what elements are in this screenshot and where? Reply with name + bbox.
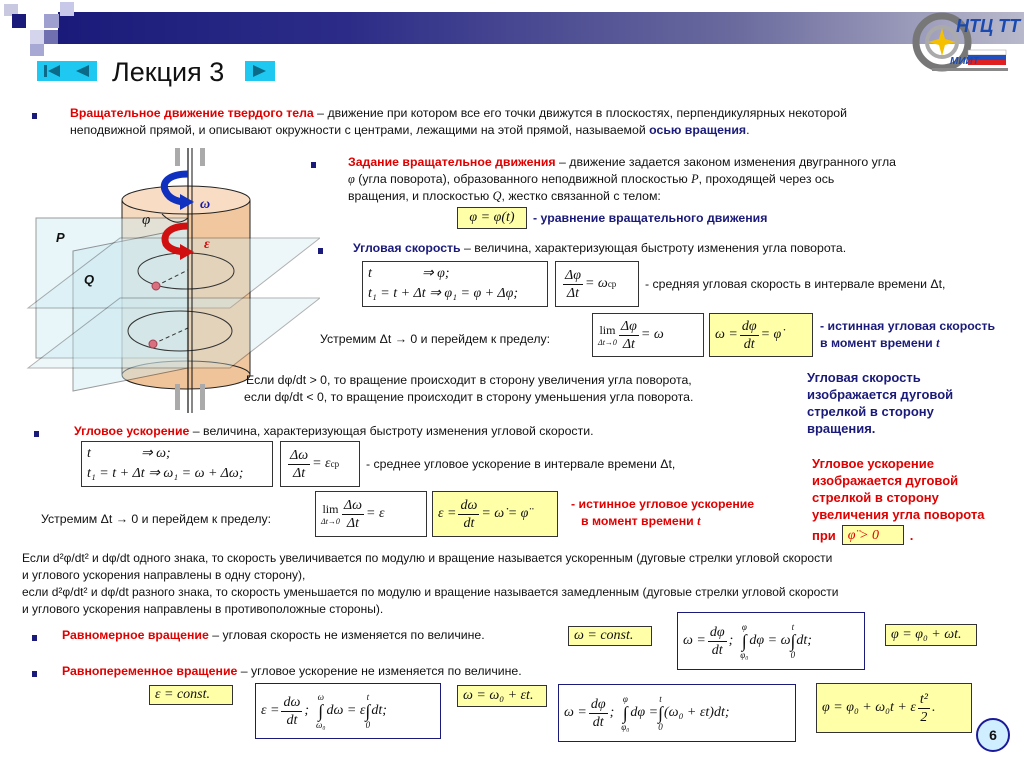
formula-rotation-law: φ = φ(t) xyxy=(457,207,527,229)
formula-accel-condition: φ̈ > 0 xyxy=(842,525,904,545)
formula-velocity-increment: t ⇒ φ; t₁ = t + Δt ⇒ φ₁ = φ + Δφ; xyxy=(362,261,548,307)
svg-text:P: P xyxy=(56,230,65,245)
header-decor-square xyxy=(44,14,59,28)
definition-paragraph: Задание вращательное движения – движение задается законом изменения двугранного угла φ (угла поворота), образованного неподвижной плоскостью P, проходящей через ось вращения, и плоскостью Q, жестко связанной с телом: xyxy=(348,155,897,203)
next-slide-button[interactable] xyxy=(245,61,275,81)
formula-acceleration-increment: t ⇒ ω; t₁ = t + Δt ⇒ ω₁ = ω + Δω; xyxy=(81,441,273,487)
header-decor-square xyxy=(44,30,58,44)
header-decor-square xyxy=(30,44,44,56)
header-gradient-bar xyxy=(58,12,1024,44)
page-title: Лекция 3 xyxy=(112,57,225,87)
svg-text:Q: Q xyxy=(84,272,95,287)
svg-text:НТЦ ТТ: НТЦ ТТ xyxy=(956,16,1021,36)
formula-omega-linear: ω = ω₀ + εt. xyxy=(457,685,547,707)
header-decor-square xyxy=(30,30,44,44)
arrow-right-icon xyxy=(250,64,270,78)
limit-intro: Устремим Δt → 0 и перейдем к пределу: xyxy=(41,512,272,526)
formula-variable-result: φ = φ₀ + ω₀t + ε $\frac{\text{t²}}{2}$ . xyxy=(816,683,972,733)
average-acceleration-caption: - среднее угловое ускорение в интервале времени Δt, xyxy=(366,457,676,471)
acceleration-sign-rules: Если d²φ/dt² и dφ/dt одного знака, то скорость увеличивается по модулю и вращение называется ускоренным (дуговые стрелки угловой скорости и углового ускорения направлены в одну сторону), если d²φ/dt² и dφ/dt разного знака, то скорость уменьшается по модулю и вращение называется замедленным (дуговые стрелки угловой скорости и углового ускорения направлены в противоположные стороны). xyxy=(22,551,839,616)
uniform-rotation-heading: Равномерное вращение – угловая скорость не изменяется по величине. xyxy=(62,628,485,642)
formula-average-acceleration: $\frac{\Delta\omega}{\Delta t}$ = ε ср xyxy=(280,441,360,487)
bullet-icon xyxy=(311,162,316,168)
formula-uniform-integral: ω = $\frac{d\varphi}{dt}$ ; φ ∫ φ₀ dφ = ω t ∫ 0 dt; xyxy=(677,612,865,670)
angular-acceleration-heading: Угловое ускорение – величина, характеризующая быстроту изменения угловой скорости. xyxy=(74,424,594,438)
formula-caption: - уравнение вращательного движения xyxy=(533,211,768,225)
svg-text:ε: ε xyxy=(204,237,210,252)
true-acceleration-caption: - истинное угловое ускорение в момент времени t xyxy=(571,497,755,528)
average-velocity-caption: - средняя угловая скорость в интервале времени Δt, xyxy=(645,277,946,291)
formula-epsilon-const: ε = const. xyxy=(149,685,233,705)
svg-text:МИИТ: МИИТ xyxy=(950,56,979,67)
bullet-icon xyxy=(32,113,37,119)
formula-true-acceleration: ε = $\frac{d\omega}{dt}$ = ω̇ = φ̈ xyxy=(432,491,558,537)
velocity-sign-rules: Если dφ/dt > 0, то вращение происходит в сторону увеличения угла поворота, если dφ/dt < 0, то вращение происходит в сторону уменьшения угла поворота. xyxy=(244,373,694,404)
previous-slide-button[interactable] xyxy=(67,61,97,81)
formula-uniform-result: φ = φ₀ + ωt. xyxy=(885,624,977,646)
angular-velocity-heading: Угловая скорость – величина, характеризующая быстроту изменения угла поворота. xyxy=(353,241,847,255)
bullet-icon xyxy=(32,671,37,677)
logo xyxy=(912,6,1022,76)
bullet-icon xyxy=(32,635,37,641)
svg-text:ω: ω xyxy=(200,197,211,212)
intro-paragraph: Вращательное движение твердого тела – движение при котором все его точки движутся в плоскостях, перпендикулярных некоторой неподвижной прямой, и описывают окружности с центрами, лежащими на этой прямой, называемой осью вращения. xyxy=(70,106,848,137)
page-number-badge: 6 xyxy=(976,718,1010,752)
formula-variable-integral-1: ε = $\frac{d\omega}{dt}$ ; ω ∫ ω₀ dω = ε t ∫ 0 dt; xyxy=(255,683,441,739)
arrow-left-icon xyxy=(72,64,92,78)
first-slide-button[interactable] xyxy=(37,61,67,81)
formula-acceleration-limit: lim Δt→0 $\frac{\Delta\omega}{\Delta t}$ = ε xyxy=(315,491,427,537)
formula-omega-const: ω = const. xyxy=(568,626,652,646)
true-velocity-caption: - истинная угловая скорость в момент времени t xyxy=(820,319,996,350)
formula-true-velocity: ω = $\frac{d\varphi}{dt}$ = φ̇ xyxy=(709,313,813,357)
skip-back-icon xyxy=(42,64,62,78)
limit-intro: Устремим Δt → 0 и перейдем к пределу: xyxy=(320,332,551,346)
svg-text:φ: φ xyxy=(142,212,151,228)
term-rotation-axis: осью вращения xyxy=(649,123,747,137)
acceleration-side-note: Угловое ускорение изображается дуговой стрелкой в сторону увеличения угла поворота при φ̈ > 0 . xyxy=(812,455,984,545)
formula-average-velocity: $\frac{\Delta\varphi}{\Delta t}$ = ω ср xyxy=(555,261,639,307)
formula-variable-integral-2: ω = $\frac{d\varphi}{dt}$ ; φ ∫ φ₀ dφ = t ∫ 0 (ω₀ + εt)dt; xyxy=(558,684,796,742)
term-rotational-motion: Вращательное движение твердого тела xyxy=(70,106,314,120)
velocity-side-note: Угловая скорость изображается дуговой стрелкой в сторону вращения. xyxy=(807,370,954,436)
bullet-icon xyxy=(34,431,39,437)
bullet-icon xyxy=(318,248,323,254)
header-decor-square xyxy=(60,2,74,16)
formula-velocity-limit: lim Δt→0 $\frac{\Delta\varphi}{\Delta t}$ = ω xyxy=(592,313,704,357)
uniform-variable-rotation-heading: Равнопеременное вращение – угловое ускорение не изменяется по величине. xyxy=(62,664,522,678)
header-decor-square xyxy=(12,14,26,28)
